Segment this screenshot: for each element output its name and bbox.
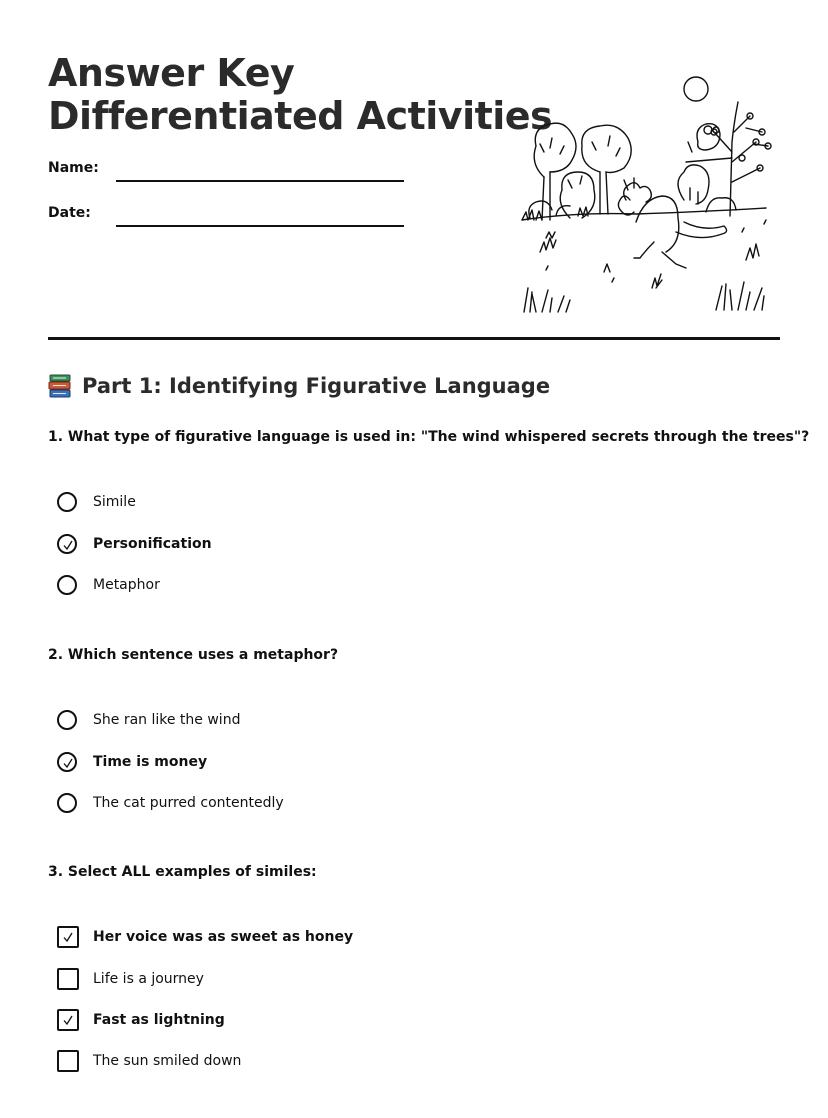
radio-button[interactable] bbox=[57, 492, 77, 512]
option-time-is-money[interactable] bbox=[57, 752, 207, 772]
option-sweet-as-honey[interactable] bbox=[57, 926, 353, 948]
checkmark-icon bbox=[61, 930, 75, 944]
option-label: Simile bbox=[93, 494, 136, 510]
option-simile[interactable] bbox=[57, 492, 136, 512]
question-2: 2. Which sentence uses a metaphor? bbox=[48, 647, 339, 663]
name-label: Name: bbox=[48, 160, 99, 176]
option-label: The cat purred contentedly bbox=[93, 795, 284, 811]
question-1: 1. What type of figurative language is used in: "The wind whispered secrets through the trees"? bbox=[48, 429, 810, 445]
question-3: 3. Select ALL examples of similes: bbox=[48, 864, 317, 880]
checkbox-checked[interactable] bbox=[57, 1009, 79, 1031]
title-line-2: Differentiated Activities bbox=[48, 94, 553, 138]
radio-button[interactable] bbox=[57, 710, 77, 730]
option-metaphor[interactable] bbox=[57, 575, 160, 595]
checkmark-icon bbox=[61, 756, 75, 770]
option-label: Life is a journey bbox=[93, 971, 204, 987]
radio-button[interactable] bbox=[57, 575, 77, 595]
option-sun-smiled[interactable] bbox=[57, 1050, 241, 1072]
option-label: Her voice was as sweet as honey bbox=[93, 929, 354, 945]
option-label: Metaphor bbox=[93, 577, 160, 593]
date-label: Date: bbox=[48, 205, 91, 221]
option-fast-as-lightning[interactable] bbox=[57, 1009, 225, 1031]
radio-button-selected[interactable] bbox=[57, 752, 77, 772]
option-label: Fast as lightning bbox=[93, 1012, 225, 1028]
title-line-1: Answer Key bbox=[48, 51, 295, 95]
option-label: She ran like the wind bbox=[93, 712, 241, 728]
option-personification[interactable] bbox=[57, 534, 212, 554]
books-icon bbox=[48, 373, 72, 399]
checkmark-icon bbox=[61, 538, 75, 552]
option-life-journey[interactable] bbox=[57, 968, 204, 990]
name-field[interactable] bbox=[116, 180, 404, 182]
checkbox-checked[interactable] bbox=[57, 926, 79, 948]
kangaroo-landscape-illustration bbox=[516, 72, 780, 316]
page-title bbox=[48, 52, 552, 138]
radio-button[interactable] bbox=[57, 793, 77, 813]
checkbox[interactable] bbox=[57, 968, 79, 990]
radio-button-selected[interactable] bbox=[57, 534, 77, 554]
option-label: The sun smiled down bbox=[93, 1053, 242, 1069]
option-label: Personification bbox=[93, 536, 212, 552]
section-divider bbox=[48, 337, 780, 340]
part1-title bbox=[48, 373, 550, 399]
date-field[interactable] bbox=[116, 225, 404, 227]
option-label: Time is money bbox=[93, 754, 208, 770]
checkmark-icon bbox=[61, 1013, 75, 1027]
checkbox[interactable] bbox=[57, 1050, 79, 1072]
part1-title-text: Part 1: Identifying Figurative Language bbox=[82, 374, 551, 398]
option-cat-purred[interactable] bbox=[57, 793, 284, 813]
option-ran-like-wind[interactable] bbox=[57, 710, 240, 730]
